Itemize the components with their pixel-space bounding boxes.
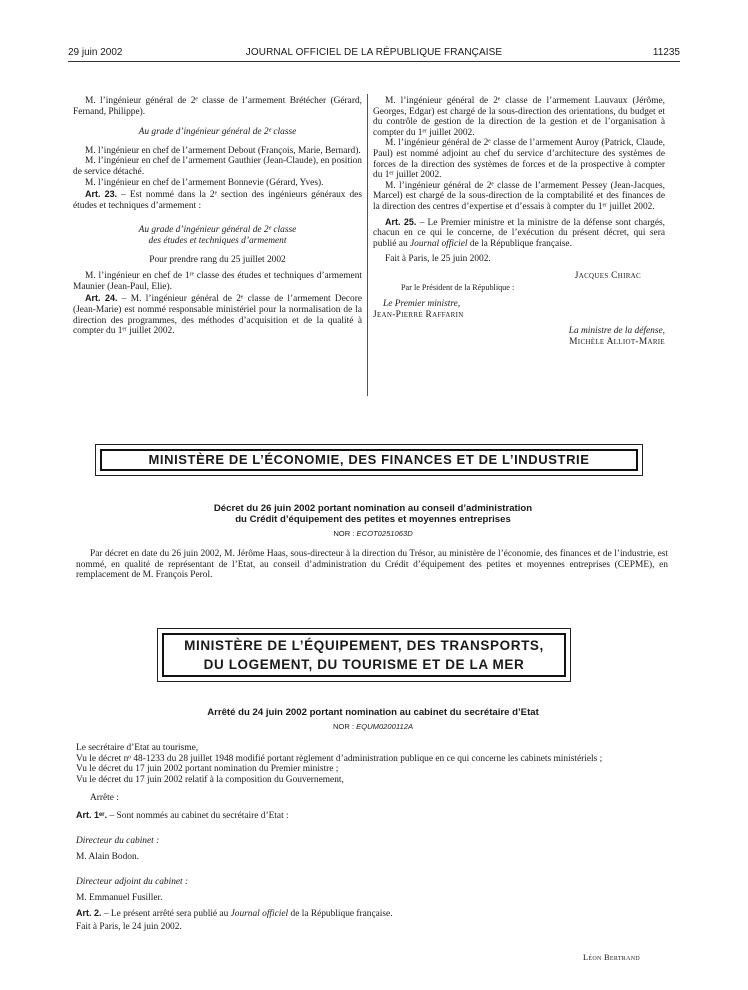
article-text: – Le présent arrêté sera publié au bbox=[101, 908, 231, 919]
paragraph: M. l’ingénieur général de 2ᵉ classe de l’armement Auroy (Patrick, Claude, Paul) est nommé adjoint au chef du service d’architecture des systèmes de forces de la direction des systèmes de forces et de la prospective à compter du 1ᵉʳ juillet 2002. bbox=[373, 138, 665, 181]
article-2 bbox=[76, 908, 668, 920]
nor-reference bbox=[100, 529, 646, 538]
header-date: 29 juin 2002 bbox=[68, 47, 123, 58]
decree-title-line: Décret du 26 juin 2002 portant nomination au conseil d’administration bbox=[213, 503, 533, 514]
signature-president: Jacques Chirac bbox=[574, 270, 641, 281]
nor-label: NOR : bbox=[332, 722, 357, 731]
nor-reference bbox=[100, 722, 646, 731]
column-divider bbox=[367, 94, 368, 396]
header-rule bbox=[68, 61, 680, 62]
role-label: Directeur du cabinet : bbox=[76, 835, 160, 846]
article-label: Art. 2. bbox=[76, 907, 102, 918]
article-text: de la République française. bbox=[467, 238, 572, 249]
arrete-body bbox=[76, 743, 668, 932]
left-column bbox=[73, 96, 362, 337]
article-24 bbox=[73, 293, 362, 336]
signature-secretary: Léon Bertrand bbox=[583, 953, 640, 962]
grade-heading: Au grade d’ingénieur général de 2ᵉ classe bbox=[138, 127, 297, 138]
header-page-number: 11235 bbox=[652, 47, 680, 58]
article-1 bbox=[76, 810, 668, 822]
paragraph: M. l’ingénieur en chef de l’armement Gauthier (Jean-Claude), en position de service détaché. bbox=[73, 156, 362, 177]
article-label: Art. 1ᵉʳ. bbox=[76, 809, 108, 820]
ministry-box-economie bbox=[95, 444, 643, 476]
done-at: Fait à Paris, le 25 juin 2002. bbox=[385, 254, 491, 265]
decree-title-line: du Crédit d’équipement des petites et moyennes entreprises bbox=[235, 514, 511, 525]
journal-name: Journal officiel bbox=[230, 908, 289, 919]
paragraph: M. l’ingénieur en chef de l’armement Debout (François, Marie, Bernard). bbox=[85, 145, 361, 156]
nor-code: EQUM0200112A bbox=[356, 722, 414, 731]
ministry-heading-line: DU LOGEMENT, DU TOURISME ET DE LA MER bbox=[203, 657, 525, 672]
role-label: Directeur adjoint du cabinet : bbox=[76, 876, 189, 887]
grade-heading: Au grade d’ingénieur général de 2ᵉ classe bbox=[138, 225, 297, 236]
article-label: Art. 24. bbox=[85, 293, 118, 304]
rank-line: Pour prendre rang du 25 juillet 2002 bbox=[149, 254, 286, 265]
role-name: M. Emmanuel Fusiller. bbox=[76, 893, 163, 904]
paragraph: Le secrétaire d’Etat au tourisme, bbox=[76, 743, 199, 753]
article-23 bbox=[73, 189, 362, 211]
ministry-heading bbox=[162, 633, 566, 677]
paragraph: Vu le décret du 17 juin 2002 relatif à la composition du Gouvernement, bbox=[76, 774, 344, 785]
nor-code: ECOT0251063D bbox=[356, 529, 413, 538]
grade-heading: des études et techniques d’armement bbox=[148, 235, 287, 246]
paragraph: M. l’ingénieur général de 2ᵉ classe de l’armement Lauvaux (Jérôme, Georges, Edgar) est chargé de la sous-direction des orientations, du budget et du contrôle de gestion de la direction de la gestion et de l’organisation à compter du 1ᵉʳ juillet 2002. bbox=[373, 96, 665, 138]
article-label: Art. 23. bbox=[85, 189, 118, 200]
pm-name: Jean-Pierre Raffarin bbox=[373, 309, 464, 320]
article-text: – Sont nommés au cabinet du secrétaire d’Etat : bbox=[107, 810, 289, 821]
nor-label: NOR : bbox=[333, 529, 357, 538]
role-name: M. Alain Bodon. bbox=[76, 852, 140, 863]
ministry-heading-line: MINISTÈRE DE L’ÉQUIPEMENT, DES TRANSPORTS, bbox=[184, 638, 544, 653]
arrete-word: Arrête : bbox=[90, 793, 119, 804]
paragraph: M. l’ingénieur général de 2ᵉ classe de l’armement Pessey (Jean-Jacques, Marcel) est chargé de la sous-direction de la comptabilité et des finances de la direction des centres d’expertise et d’essais à compter du 1ᵉʳ juillet 2002. bbox=[373, 180, 665, 212]
ministry-box-equipement bbox=[157, 628, 571, 682]
journal-name: Journal officiel bbox=[409, 238, 468, 249]
paragraph: Par décret en date du 26 juin 2002, M. Jérôme Haas, sous-directeur à la direction du Trésor, au ministère de l’économie, des finances et de l’industrie, est nommé, en qualité de représentant de l’Etat, au conseil d’administration du Crédit d’équipement des petites et moyennes entreprises (CEPME), en remplacement de M. François Perol. bbox=[76, 549, 668, 581]
article-text: – Le Premier ministre et la ministre de la défense sont chargés, chacun en ce qui le concerne, de l’exécution du présent décret, qui sera publié au bbox=[373, 217, 665, 249]
paragraph: M. l’ingénieur général de 2ᵉ classe de l’armement Brétécher (Gérard, Fernand, Philippe). bbox=[73, 96, 362, 117]
decree-body bbox=[76, 549, 668, 581]
header-journal-title: JOURNAL OFFICIEL DE LA RÉPUBLIQUE FRANÇAISE bbox=[245, 47, 503, 58]
paragraph: M. l’ingénieur en chef de l’armement Bonnevie (Gérard, Yves). bbox=[85, 177, 324, 188]
article-label: Art. 25. bbox=[385, 216, 417, 227]
minister-title: La ministre de la défense, bbox=[568, 326, 665, 337]
minister-name: Michèle Alliot-Marie bbox=[569, 336, 665, 347]
ministry-heading: MINISTÈRE DE L’ÉCONOMIE, DES FINANCES ET DE L’INDUSTRIE bbox=[100, 449, 638, 471]
pm-title: Le Premier ministre, bbox=[383, 299, 461, 310]
right-column bbox=[373, 96, 665, 347]
arrete-title: Arrêté du 24 juin 2002 portant nomination au cabinet du secrétaire d’Etat bbox=[207, 707, 539, 718]
article-text: – Est nommé dans la 2ᵉ section des ingénieurs généraux des études et techniques d’armement : bbox=[73, 190, 362, 211]
done-at: Fait à Paris, le 24 juin 2002. bbox=[76, 921, 182, 932]
article-25 bbox=[373, 217, 665, 250]
paragraph: Vu le décret du 17 juin 2002 portant nomination du Premier ministre ; bbox=[76, 764, 339, 775]
article-text: – M. l’ingénieur général de 2ᵉ classe de l’armement Decore (Jean-Marie) est nommé responsable ministériel pour la normalisation de la direction des programmes, des méthodes d’acquisition et de la qualité à compter du 1ᵉʳ juillet 2002. bbox=[73, 294, 362, 337]
by-president: Par le Président de la République : bbox=[401, 282, 515, 292]
running-header bbox=[68, 47, 680, 61]
paragraph: M. l’ingénieur en chef de 1ʳᵉ classe des études et techniques d’armement Maunier (Jean-Paul, Elie). bbox=[73, 271, 362, 292]
decree-title bbox=[100, 503, 646, 525]
paragraph: Vu le décret nᵒ 48-1233 du 28 juillet 1948 modifié portant règlement d’administration publique en ce qui concerne les cabinets ministériels ; bbox=[76, 753, 603, 764]
article-text: de la République française. bbox=[288, 908, 393, 919]
